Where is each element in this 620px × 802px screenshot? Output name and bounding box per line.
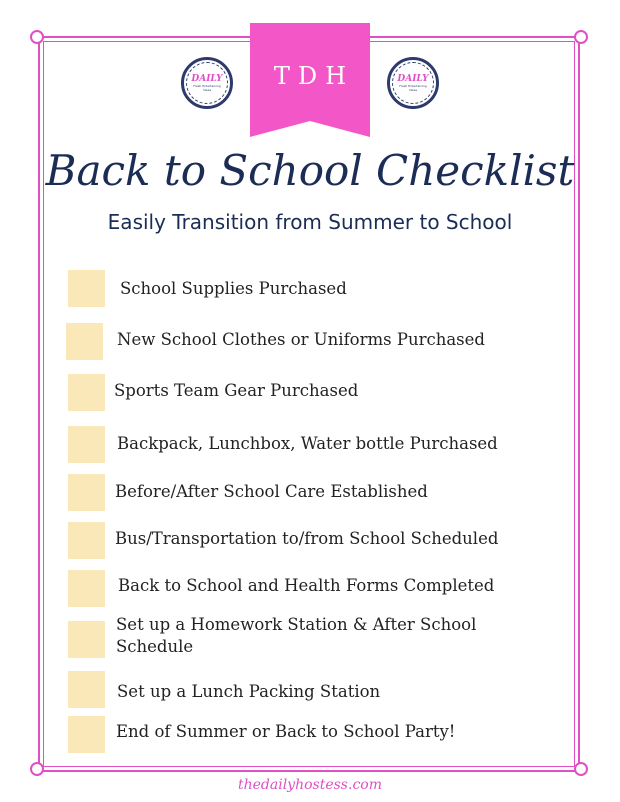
seal-tagline: Fresh Entertaining Ideas: [399, 83, 427, 92]
checkbox[interactable]: [68, 621, 105, 658]
checkbox[interactable]: [68, 522, 105, 559]
ribbon-monogram: TDH: [273, 62, 355, 90]
checkbox[interactable]: [68, 716, 105, 753]
checkbox[interactable]: [68, 426, 105, 463]
checkbox[interactable]: [68, 671, 105, 708]
checkbox[interactable]: [68, 474, 105, 511]
checkbox[interactable]: [68, 270, 105, 307]
page-subtitle: Easily Transition from Summer to School: [107, 210, 513, 234]
checklist-item-label: Bus/Transportation to/from School Scheduled: [115, 529, 499, 548]
checklist-item-label: Set up a Homework Station & After School Schedule: [116, 615, 477, 656]
checklist-item-label: New School Clothes or Uniforms Purchased: [117, 330, 485, 349]
checklist-item-label: Backpack, Lunchbox, Water bottle Purchased: [117, 434, 498, 453]
checklist-item-label: Set up a Lunch Packing Station: [117, 682, 381, 701]
checklist-item-label: Back to School and Health Forms Completed: [118, 576, 495, 595]
checkbox[interactable]: [66, 323, 103, 360]
seal-brand-text: DAILY: [191, 73, 223, 84]
seal-tagline: Fresh Entertaining Ideas: [193, 83, 221, 92]
checkbox[interactable]: [68, 374, 105, 411]
footer-url[interactable]: thedailyhostess.com: [237, 777, 382, 793]
checklist-item-label: End of Summer or Back to School Party!: [116, 722, 456, 741]
checkbox[interactable]: [68, 570, 105, 607]
page-title: Back to School Checklist: [45, 146, 575, 195]
checklist-item-label: Before/After School Care Established: [115, 482, 428, 501]
seal-brand-text: DAILY: [397, 73, 429, 84]
checklist-item-label: School Supplies Purchased: [120, 279, 347, 298]
checklist-item-label: Sports Team Gear Purchased: [114, 381, 359, 400]
